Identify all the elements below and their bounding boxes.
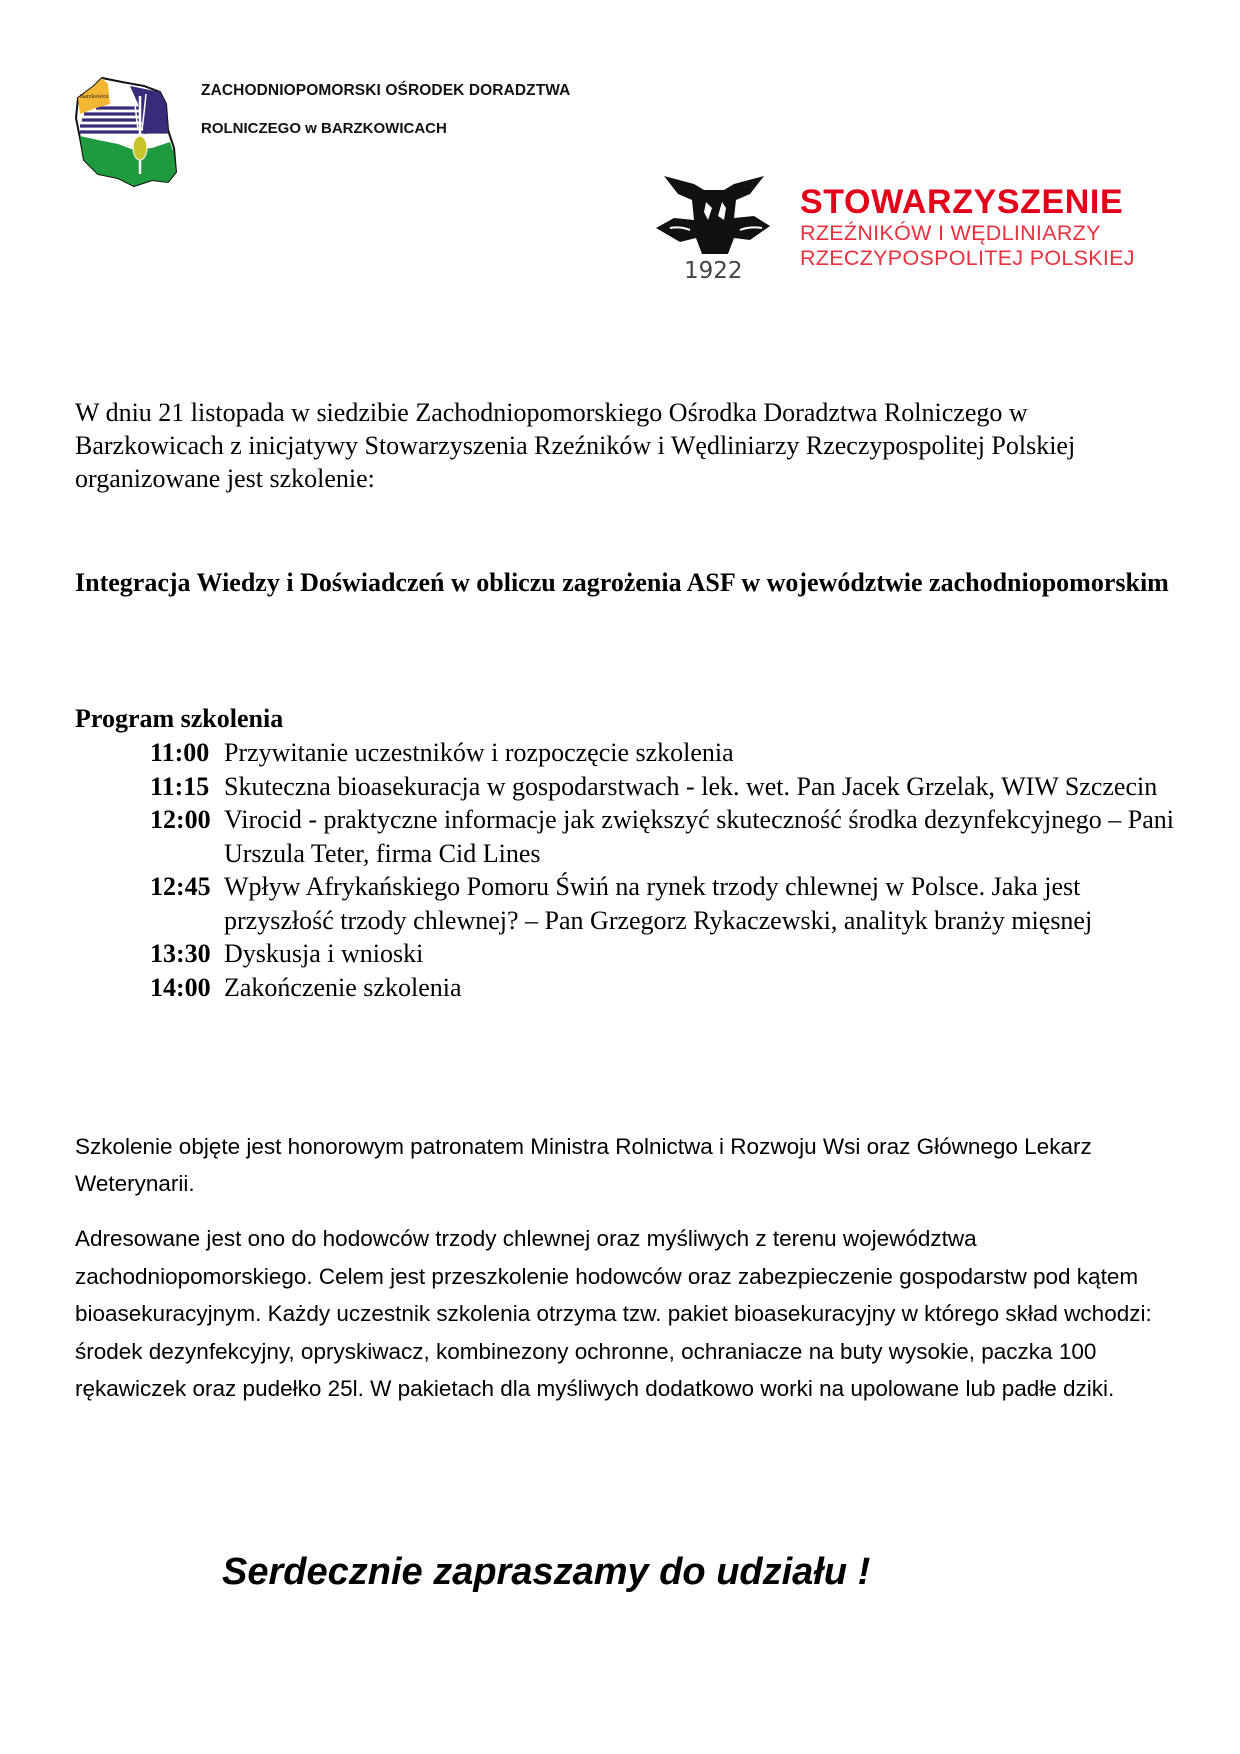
srw-name-line1: STOWARZYSZENIE xyxy=(800,183,1124,221)
zodr-name-line1: ZACHODNIOPOMORSKI OŚRODEK DORADZTWA xyxy=(201,82,571,99)
program-item-desc: Przywitanie uczestników i rozpoczęcie szkolenia xyxy=(224,738,734,767)
program-item-desc: Virocid - praktyczne informacje jak zwiększyć skuteczność środka dezynfekcyjnego – Pani Urszula Teter, firma Cid Lines xyxy=(224,805,1174,868)
program-item-time: 12:45 xyxy=(150,872,211,901)
program-list xyxy=(150,736,1180,1004)
srw-name-line2: RZEŹNIKÓW I WĘDLINIARZY xyxy=(800,221,1101,245)
program-item xyxy=(150,770,1180,804)
program-item xyxy=(150,870,1180,937)
program-item-desc: Dyskusja i wnioski xyxy=(224,939,424,968)
intro-paragraph: W dniu 21 listopada w siedzibie Zachodniopomorskiego Ośrodka Doradztwa Rolniczego w Barzkowicach z inicjatywy Stowarzyszenia Rzeźników i Wędliniarzy Rzeczypospolitej Polskiej organizowane jest szkolenie: xyxy=(75,398,1076,493)
logo-label: Barzkowice xyxy=(80,94,109,100)
zodr-logo xyxy=(74,74,180,192)
poland-map-logo-icon xyxy=(74,74,180,192)
srw-emblem xyxy=(650,168,778,268)
program-item-time: 11:15 xyxy=(150,771,210,801)
zodr-name-line2: ROLNICZEGO w BARZKOWICACH xyxy=(201,120,447,137)
closing-invitation: Serdecznie zapraszamy do udziału ! xyxy=(222,1551,871,1593)
program-item xyxy=(150,736,1180,770)
program-item-time: 12:00 xyxy=(150,805,211,834)
bull-head-emblem-icon xyxy=(650,168,778,268)
program-heading: Program szkolenia xyxy=(75,704,284,733)
program-item-desc: Zakończenie szkolenia xyxy=(224,972,462,1002)
training-title: Integracja Wiedzy i Doświadczeń w obliczu zagrożenia ASF w województwie zachodniopomorskim xyxy=(75,568,1169,597)
audience-paragraph: Adresowane jest ono do hodowców trzody chlewnej oraz myśliwych z terenu województwa zachodniopomorskiego. Celem jest przeszkolenie hodowców oraz zabezpieczenie gospodarstw pod kątem bioasekuracyjnym. Każdy uczestnik szkolenia otrzyma tzw. pakiet bioasekuracyjny w którego skład wchodzi: środek dezynfekcyjny, opryskiwacz, kombinezony ochronne, ochraniacze na buty wysokie, paczka 100 rękawiczek oraz pudełko 25l. W pakietach dla myśliwych dodatkowo worki na upolowane lub padłe dziki. xyxy=(75,1226,1152,1401)
program-item-time: 11:00 xyxy=(150,738,210,767)
srw-name-line3: RZECZYPOSPOLITEJ POLSKIEJ xyxy=(800,246,1135,270)
program-item-desc: Skuteczna bioasekuracja w gospodarstwach - lek. wet. Pan Jacek Grzelak, WIW Szczecin xyxy=(224,771,1158,801)
program-item-time: 14:00 xyxy=(150,972,211,1002)
zodr-name xyxy=(201,82,570,137)
program-item xyxy=(150,937,1180,971)
patronage-paragraph: Szkolenie objęte jest honorowym patronatem Ministra Rolnictwa i Rozwoju Wsi oraz Głównego Lekarz Weterynarii. xyxy=(75,1134,1092,1196)
program-item-desc: Wpływ Afrykańskiego Pomoru Świń na rynek trzody chlewnej w Polsce. Jaka jest przyszłość trzody chlewnej? – Pan Grzegorz Rykaczewski, analityk branży mięsnej xyxy=(224,872,1093,935)
srw-year: 1922 xyxy=(684,258,743,284)
program-item-time: 13:30 xyxy=(150,939,211,968)
program-item xyxy=(150,803,1180,870)
program-item xyxy=(150,971,1180,1005)
srw-name xyxy=(800,183,1135,271)
